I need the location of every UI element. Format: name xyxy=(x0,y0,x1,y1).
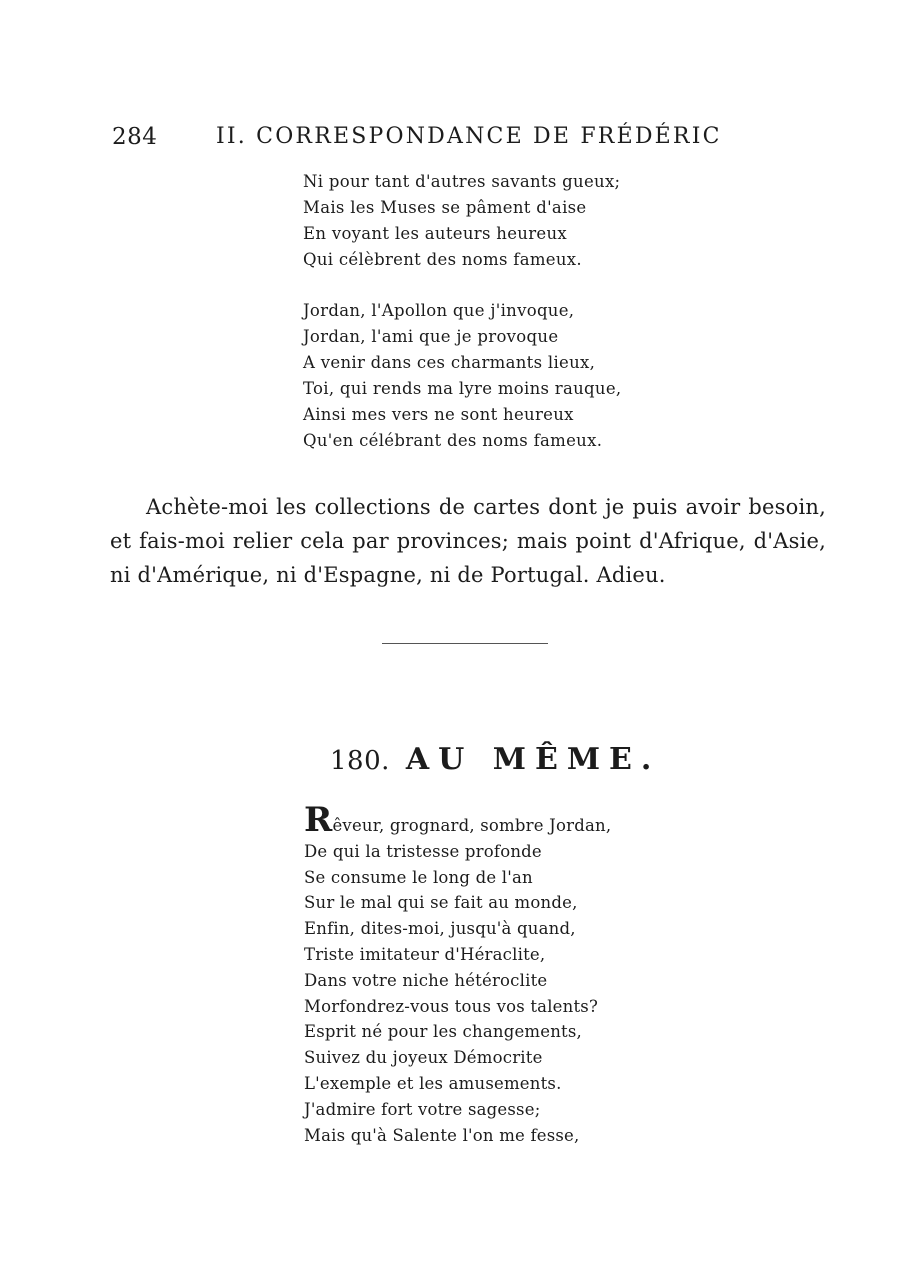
verse-line: Triste imitateur d'Héraclite, xyxy=(304,944,546,964)
running-head: II. CORRESPONDANCE DE FRÉDÉRIC xyxy=(216,124,722,149)
verse-line: Suivez du joyeux Démocrite xyxy=(304,1048,543,1068)
verse-line: Toi, qui rends ma lyre moins rauque, xyxy=(303,379,622,398)
letter-number: 180. xyxy=(330,746,390,776)
verse-line: L'exemple et les amusements. xyxy=(304,1073,562,1093)
drop-cap: R xyxy=(304,800,333,840)
poem-stanza xyxy=(303,298,621,454)
prose-paragraph: Achète-moi les collections de cartes dont je puis avoir besoin, et fais-moi relier cela par provinces; mais point d'Afrique, d'Asie, ni d'Amérique, ni d'Espagne, ni de Portugal. Adieu. xyxy=(110,495,826,587)
verse-line: Ainsi mes vers ne sont heureux xyxy=(303,405,574,424)
verse-line: A venir dans ces charmants lieux, xyxy=(303,353,596,372)
verse-line: En voyant les auteurs heureux xyxy=(303,224,567,243)
verse-line: Jordan, l'ami que je provoque xyxy=(303,327,559,346)
verse-line: Qui célèbrent des noms fameux. xyxy=(303,250,582,269)
verse-line: Qu'en célébrant des noms fameux. xyxy=(303,431,603,450)
verse-line: De qui la tristesse profonde xyxy=(304,841,542,861)
letter-heading xyxy=(330,742,660,777)
verse-line: Dans votre niche hétéroclite xyxy=(304,970,548,990)
poem-stanza xyxy=(303,169,620,273)
verse-line xyxy=(304,800,612,840)
letter-title: AU MÊME. xyxy=(405,742,661,777)
letter-poem xyxy=(304,800,612,1148)
verse-line: Morfondrez-vous tous vos talents? xyxy=(304,996,599,1016)
page-number: 284 xyxy=(112,124,158,150)
verse-line: Esprit né pour les changements, xyxy=(304,1022,582,1042)
verse-line-text: êveur, grognard, sombre Jordan, xyxy=(332,816,612,835)
verse-line: J'admire fort votre sagesse; xyxy=(304,1099,541,1119)
verse-line: Enfin, dites-moi, jusqu'à quand, xyxy=(304,919,576,939)
verse-line: Ni pour tant d'autres savants gueux; xyxy=(303,172,621,191)
verse-line: Mais qu'à Salente l'on me fesse, xyxy=(304,1125,580,1145)
section-divider xyxy=(382,643,548,644)
verse-line: Jordan, l'Apollon que j'invoque, xyxy=(303,301,575,320)
verse-line: Se consume le long de l'an xyxy=(304,867,533,887)
verse-line: Sur le mal qui se fait au monde, xyxy=(304,893,578,913)
verse-line: Mais les Muses se pâment d'aise xyxy=(303,198,587,217)
